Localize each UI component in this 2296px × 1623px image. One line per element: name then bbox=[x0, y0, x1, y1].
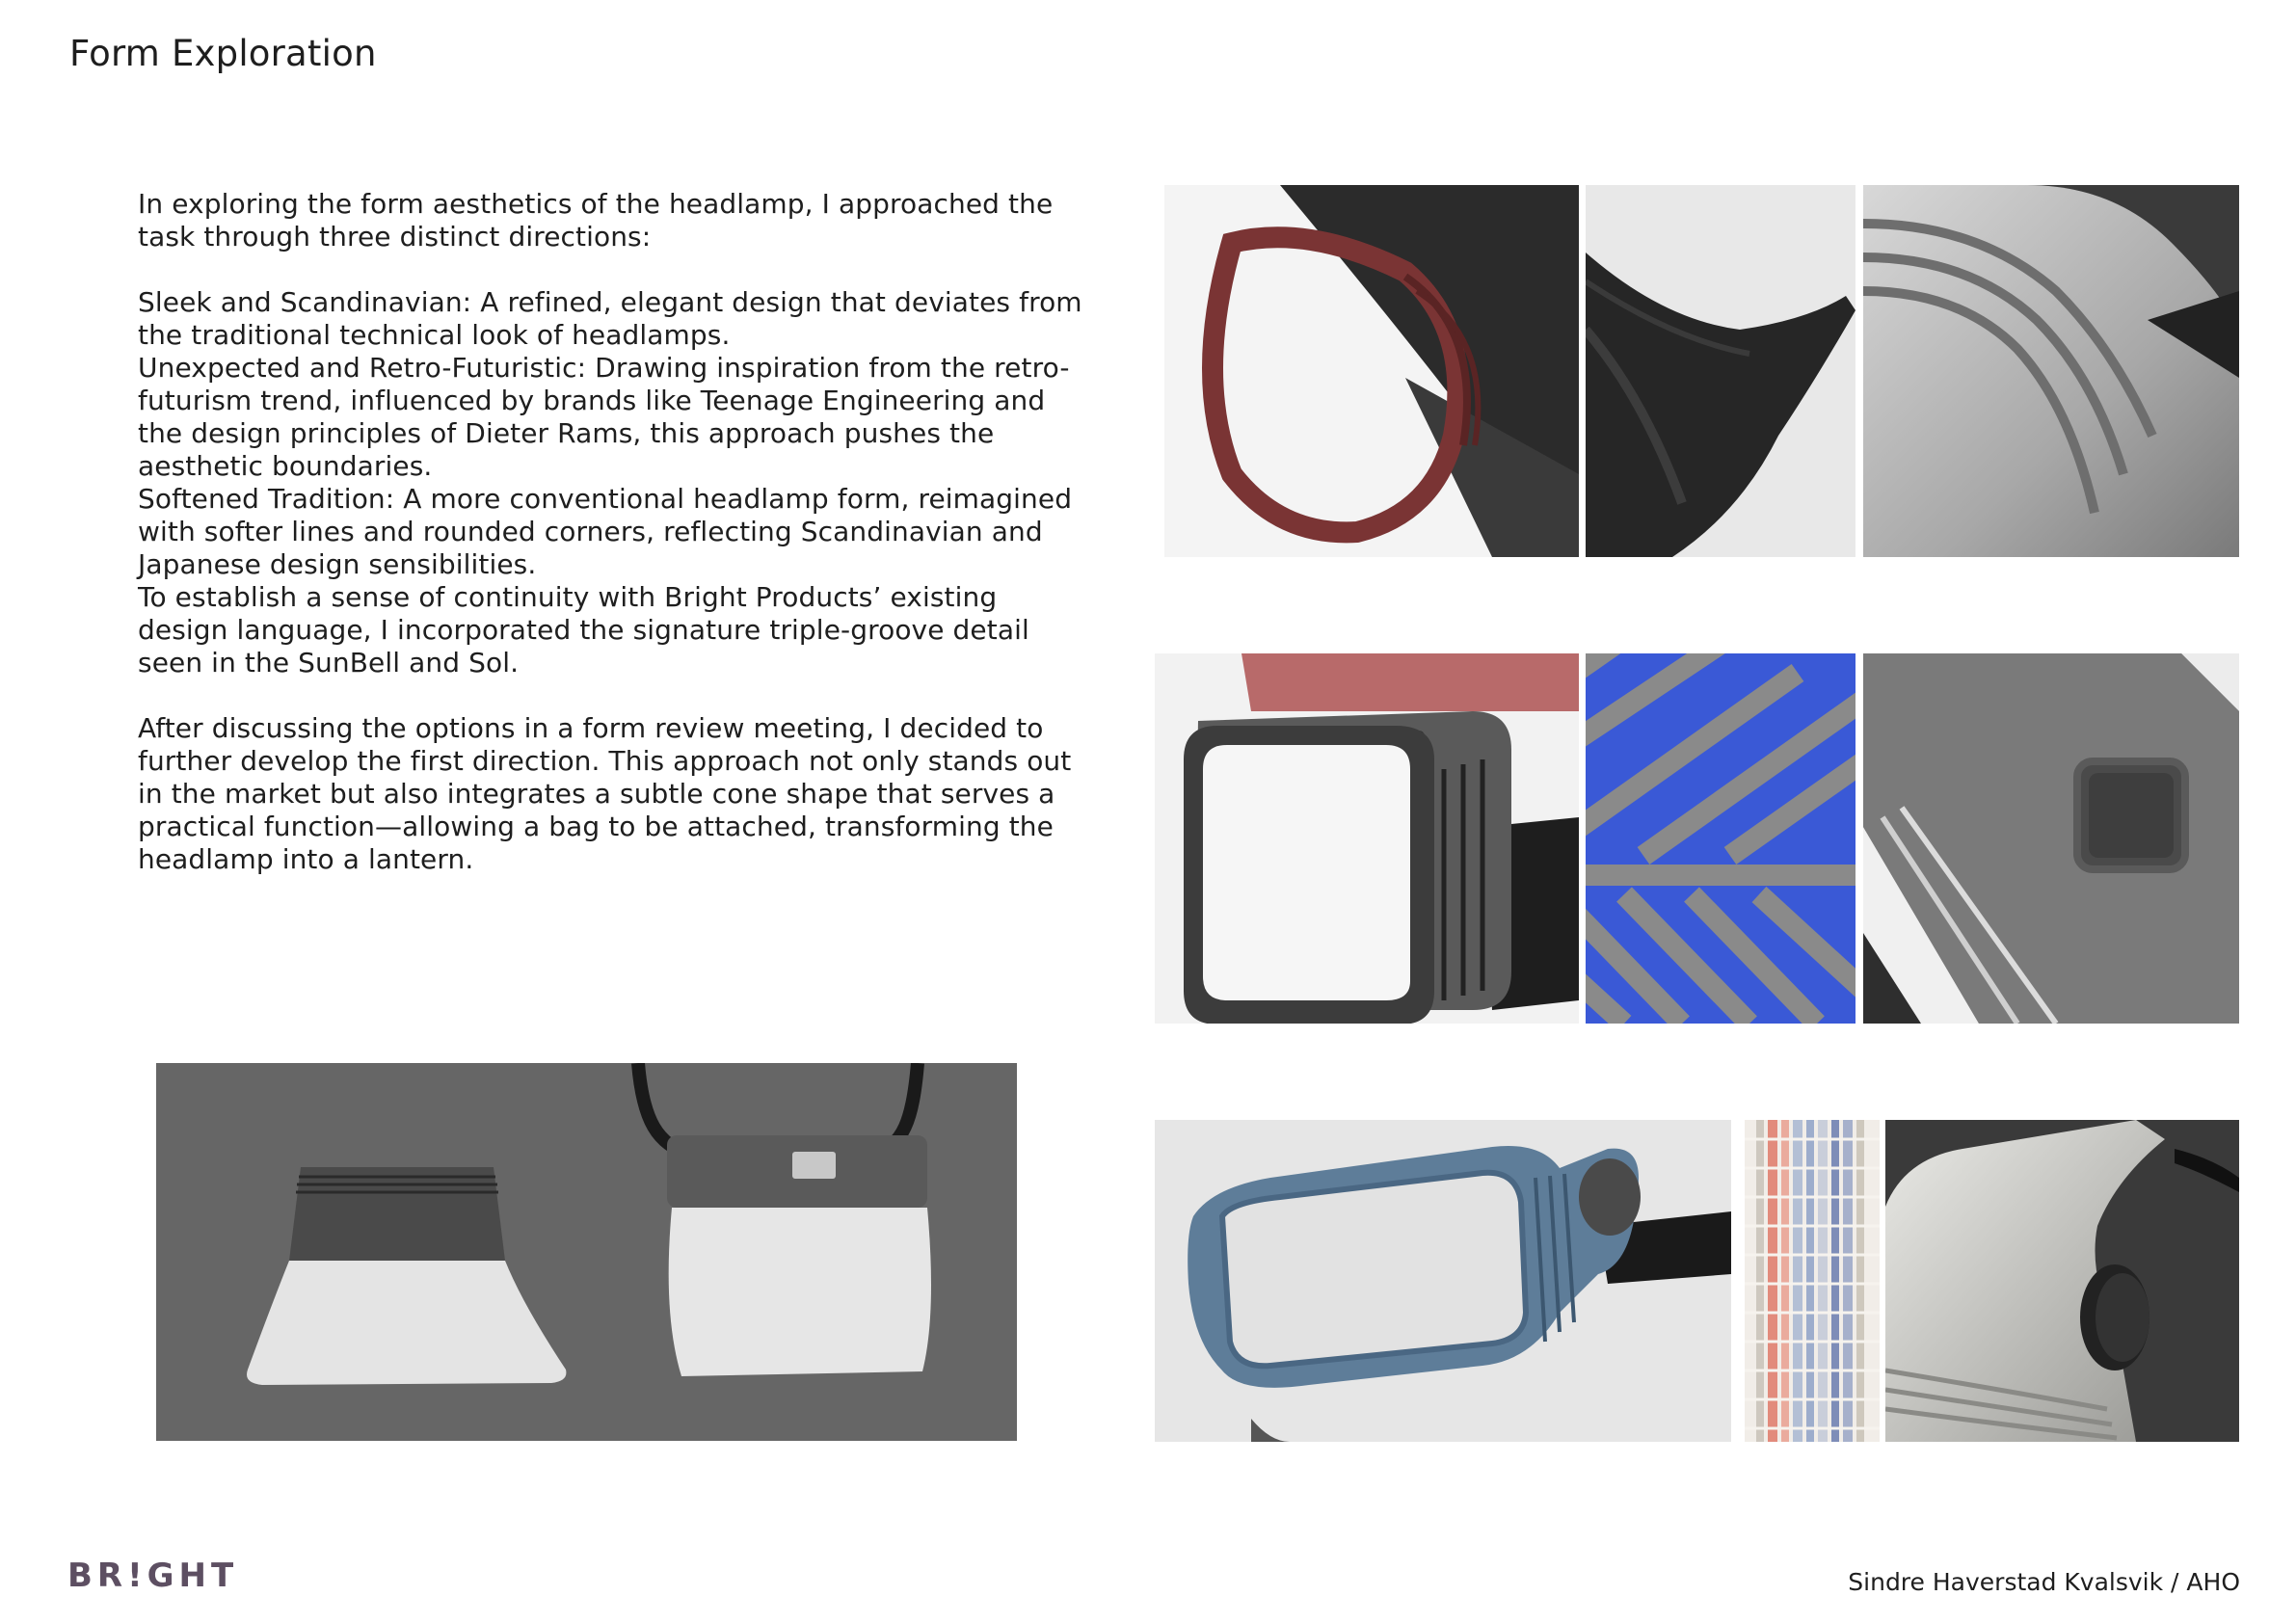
paragraph-gap bbox=[138, 253, 1082, 286]
white-silver-headlamp-detail-image bbox=[1885, 1120, 2239, 1442]
author-credit: Sindre Haverstad Kvalsvik / AHO bbox=[1848, 1568, 2240, 1596]
blue-grey-strap-image bbox=[1586, 653, 1855, 1024]
paragraph-gap bbox=[138, 679, 1082, 712]
paragraph-direction-2: Unexpected and Retro-Futuristic: Drawing inspiration from the retro-futurism trend, influenced by brands like Teenage Engineering and the design principles of Dieter Rams, this approach pushes the aesthetic boundaries. bbox=[138, 352, 1070, 482]
white-grey-detail-image bbox=[1863, 653, 2239, 1024]
silver-groove-detail-image bbox=[1863, 185, 2239, 557]
paragraph-intro: In exploring the form aesthetics of the headlamp, I approached the task through three distinct directions: bbox=[138, 188, 1054, 253]
grey-headlamp-render-image bbox=[1155, 653, 1579, 1024]
red-headlamp-render-image bbox=[1164, 185, 1579, 557]
blue-headlamp-render-image bbox=[1155, 1120, 1731, 1442]
paragraph-decision: After discussing the options in a form review meeting, I decided to further develop the first direction. This approach not only stands out in the market but also integrates a subtle cone shape that serves a practical function—allowing a bag to be attached, transforming the headlamp into a lantern. bbox=[138, 712, 1072, 875]
paragraph-direction-1: Sleek and Scandinavian: A refined, elegant design that deviates from the traditional technical look of headlamps. bbox=[138, 286, 1082, 351]
lantern-render-image bbox=[156, 1063, 1017, 1441]
page-title: Form Exploration bbox=[69, 33, 377, 74]
paragraph-continuity: To establish a sense of continuity with Bright Products’ existing design language, I incorporated the signature triple-groove detail seen in the SunBell and Sol. bbox=[138, 581, 1029, 678]
paragraph-direction-3: Softened Tradition: A more conventional headlamp form, reimagined with softer lines and rounded corners, reflecting Scandinavian and Japanese design sensibilities. bbox=[138, 483, 1073, 580]
body-text bbox=[138, 188, 1082, 876]
bright-logo: BR!GHT bbox=[67, 1556, 239, 1595]
black-strap-render-image bbox=[1586, 185, 1855, 557]
colorful-woven-strap-image bbox=[1745, 1120, 1880, 1442]
